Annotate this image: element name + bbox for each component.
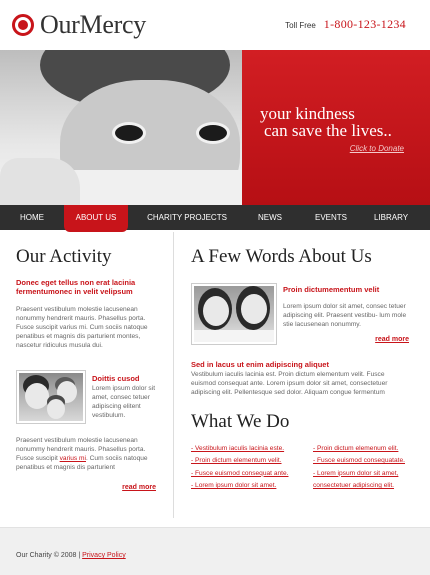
donate-link[interactable]: Click to Donate — [349, 144, 404, 153]
what-we-do-list-1 — [191, 443, 289, 493]
what-item-link[interactable]: - Lorem ipsum dolor sit amet, — [313, 469, 399, 477]
about-read-more-link[interactable]: read more — [375, 336, 409, 343]
what-item-link[interactable]: consectetuer adipiscing elit. — [313, 482, 395, 490]
logo-circle-icon — [12, 14, 34, 36]
toll-free-number: 1-800-123-1234 — [323, 17, 406, 31]
nav-news[interactable]: NEWS — [258, 213, 282, 222]
what-item-link[interactable]: - Proin dictum elemenum elit. — [313, 445, 399, 452]
about-sub-title: Sed in lacus ut enim adipiscing aliquet — [191, 360, 329, 369]
activity-read-more-link[interactable]: read more — [122, 484, 156, 491]
site-footer — [0, 527, 430, 575]
about-photo-caption — [283, 285, 415, 329]
varius-mi-link[interactable]: varius mi — [59, 455, 86, 463]
about-sub-text: Vestibulum iaculis lacinia est. Proin dictum elementum velit. Fusce euismod consequat ante. Lorem ipsum dolor sit amet, consectetuer adipiscing elit. Pellentesque sed dolor. Aliquam congue fermentum — [191, 371, 388, 397]
nav-events[interactable]: EVENTS — [314, 213, 347, 222]
hero-banner — [0, 50, 430, 205]
activity-photo-text: Lorem ipsum dolor sit amet, consec tetuer adipiscing elitent vestibulum. — [92, 385, 156, 420]
site-header — [0, 0, 430, 50]
privacy-policy-link[interactable]: Privacy Policy — [82, 552, 126, 559]
banner-child-photo — [0, 50, 242, 205]
nav-charity-projects[interactable]: CHARITY PROJECTS — [147, 213, 227, 222]
nav-library[interactable]: LIBRARY — [373, 213, 409, 222]
footer-copyright: Our Charity © 2008 | Privacy Policy — [16, 552, 126, 559]
activity-photo-title: Doittis cusod — [92, 374, 140, 383]
slogan-line-2: can save the lives.. — [264, 121, 392, 140]
photo-hand — [0, 158, 80, 205]
what-item-link[interactable]: - Proin dictum elementum velit. — [191, 457, 282, 465]
toll-free-label: Toll Free — [285, 21, 316, 30]
photo-eye-left — [112, 122, 146, 144]
main-navigation — [0, 205, 430, 230]
what-we-do-heading: What We Do — [191, 411, 290, 432]
activity-family-photo — [16, 370, 86, 424]
photo-eye-right — [196, 122, 230, 144]
nav-about-us[interactable]: ABOUT US — [64, 205, 128, 232]
what-item-link[interactable]: - Vestibulum iaculis lacinia este. — [191, 445, 285, 452]
banner-slogan-panel — [242, 50, 430, 205]
what-item-link[interactable]: - Fusce euismod consequatate. — [313, 457, 405, 465]
what-item-link[interactable]: - Lorem ipsum dolor sit amet. — [191, 482, 277, 490]
our-activity-section — [16, 246, 158, 491]
nav-home[interactable]: HOME — [20, 213, 44, 222]
about-photo-text: Lorem ipsum dolor sit amet, consec tetuer adipiscing elit. Praesent vestibu- lum mole stie lacusenean nonummy. — [283, 303, 407, 329]
our-activity-heading: Our Activity — [16, 246, 112, 267]
what-we-do-list-2 — [313, 443, 405, 493]
activity-photo-caption — [92, 374, 158, 420]
banner-slogan — [260, 105, 425, 139]
activity-intro-title: Donec eget tellus non erat lacinia fermentumonec in velit velipsum — [16, 278, 136, 296]
about-us-heading: A Few Words About Us — [191, 246, 372, 267]
site-logo[interactable] — [12, 10, 146, 40]
about-sub-block — [191, 360, 411, 397]
slogan-line-1: your kindness — [260, 104, 355, 123]
logo-text: OurMercy — [40, 10, 146, 39]
about-us-section — [191, 246, 415, 490]
about-photo-title: Proin dictumementum velit — [283, 285, 380, 294]
activity-intro-text: Praesent vestibulum molestie lacusenean nonummy hendrerit mauris. Phasellus porta. Fusce suscipit varius mi. Cum sociis natoque penatibus et magnis dis parturient montes, nascetur ridiculus musula dui. — [16, 306, 148, 350]
toll-free-contact — [285, 17, 406, 32]
what-item-link[interactable]: - Fusce euismod consequat ante. — [191, 469, 289, 477]
column-divider — [173, 232, 174, 518]
activity-bottom-text: Praesent vestibulum molestie lacusenean nonummy hendrerit mauris. Phasellus porta. Fusce suscipit varius mi. Cum sociis natoque penatibus et magnis dis parturient — [16, 437, 148, 472]
